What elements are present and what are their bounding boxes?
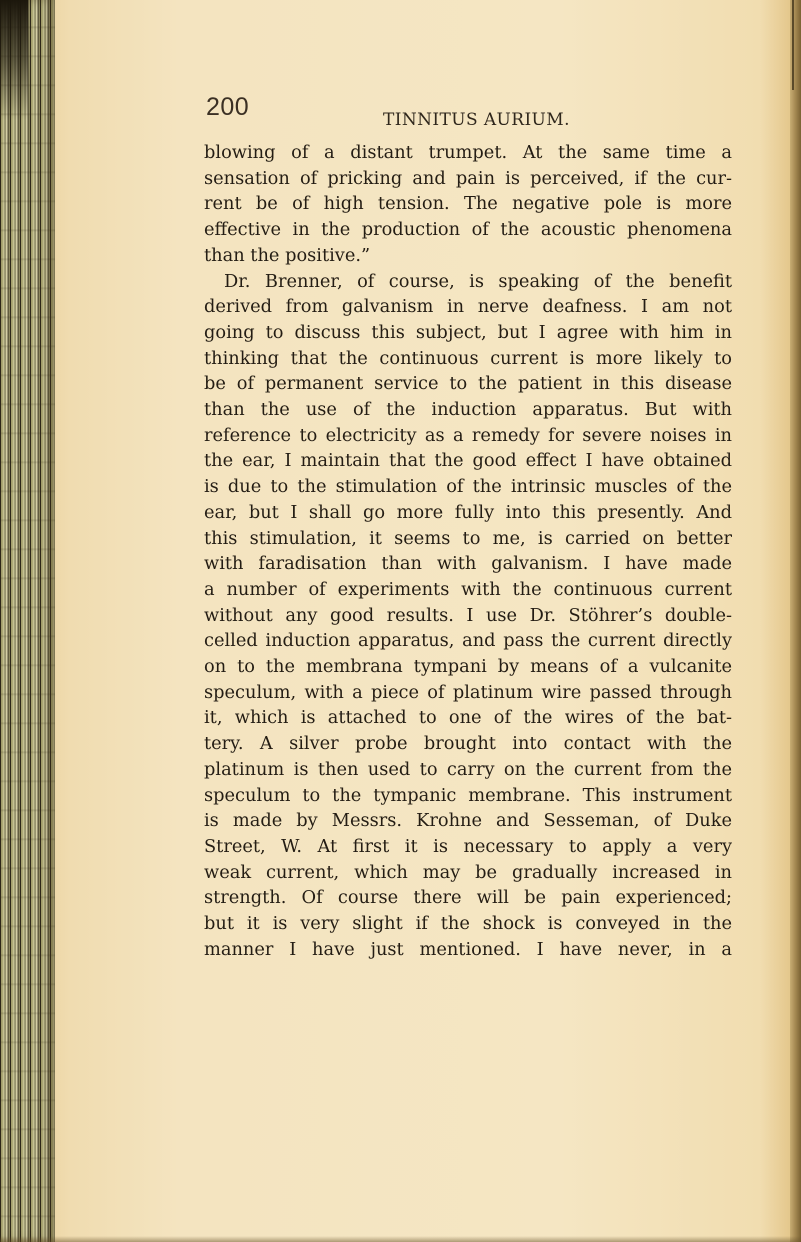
right-page-edge xyxy=(790,0,801,1242)
text-line: celled induction apparatus, and pass the current directly xyxy=(204,630,732,652)
book-page-edges xyxy=(0,0,55,1242)
text-line: reference to electricity as a remedy for severe noises in xyxy=(204,424,732,446)
text-line: with faradisation than with galvanism. I have made xyxy=(204,553,732,575)
text-line: going to discuss this subject, but I agree with him in xyxy=(204,321,732,343)
text-line: sensation of pricking and pain is perceived, if the cur- xyxy=(204,167,732,189)
text-line: is made by Messrs. Krohne and Sesseman, of Duke xyxy=(204,810,732,832)
text-line: than the use of the induction apparatus. But with xyxy=(204,399,732,421)
text-line: manner I have just mentioned. I have never, in a xyxy=(204,938,732,960)
text-line: but it is very slight if the shock is conveyed in the xyxy=(204,913,732,935)
body-text xyxy=(204,140,732,963)
text-line: a number of experiments with the continuous current xyxy=(204,578,732,600)
running-head: TINNITUS AURIUM. xyxy=(383,110,570,130)
text-line: ear, but I shall go more fully into this presently. And xyxy=(204,501,732,523)
text-line: without any good results. I use Dr. Stöhrer’s double- xyxy=(204,604,732,626)
text-line: speculum to the tympanic membrane. This instrument xyxy=(204,784,732,806)
text-line: rent be of high tension. The negative pole is more xyxy=(204,193,732,215)
text-line: this stimulation, it seems to me, is carried on better xyxy=(204,527,732,549)
text-line: tery. A silver probe brought into contact with the xyxy=(204,733,732,755)
page-number: 200 xyxy=(206,93,250,121)
text-line: on to the membrana tympani by means of a vulcanite xyxy=(204,656,732,678)
text-line: platinum is then used to carry on the current from the xyxy=(204,758,732,780)
text-line: the ear, I maintain that the good effect I have obtained xyxy=(204,450,732,472)
text-line: blowing of a distant trumpet. At the same time a xyxy=(204,142,732,163)
text-line: it, which is attached to one of the wires of the bat- xyxy=(204,707,732,729)
bottom-page-edge xyxy=(0,1236,801,1242)
text-line: thinking that the continuous current is more likely to xyxy=(204,347,732,369)
text-line: effective in the production of the acoustic phenomena xyxy=(204,219,732,241)
text-line: weak current, which may be gradually increased in xyxy=(204,861,732,883)
text-line: derived from galvanism in nerve deafness. I am not xyxy=(204,296,732,318)
text-line: speculum, with a piece of platinum wire passed through xyxy=(204,681,732,703)
text-line: Street, W. At first it is necessary to apply a very xyxy=(204,835,732,857)
text-line: Dr. Brenner, of course, is speaking of the benefit xyxy=(224,270,732,292)
text-line: be of permanent service to the patient in this disease xyxy=(204,373,732,395)
binding-shadow xyxy=(0,0,28,120)
text-line: strength. Of course there will be pain experienced; xyxy=(204,887,732,909)
text-line: is due to the stimulation of the intrinsic muscles of the xyxy=(204,476,732,498)
text-line: than the positive.” xyxy=(204,244,371,266)
